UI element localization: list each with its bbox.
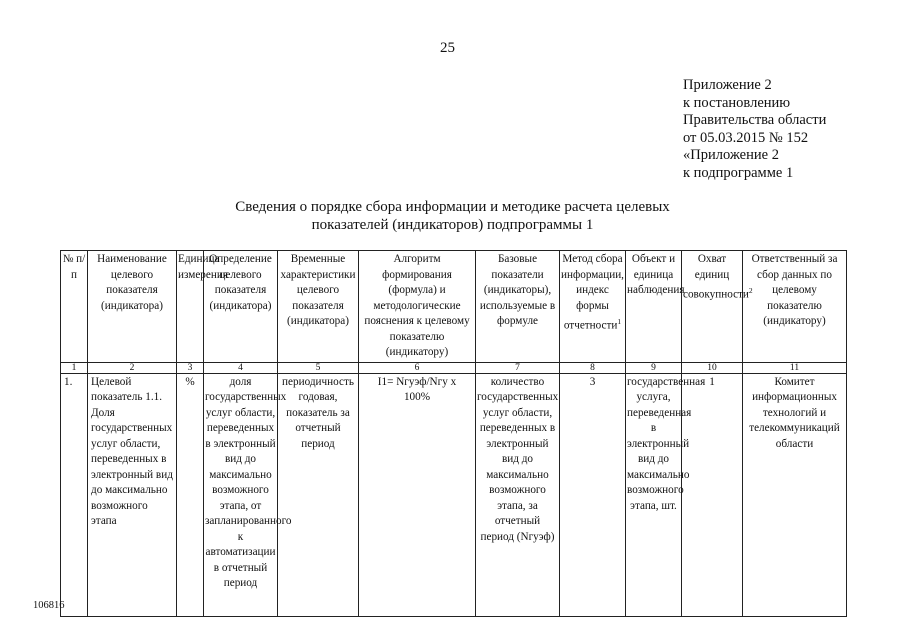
column-number: 11: [743, 362, 847, 373]
header-cell: Базовые показатели (индикаторы), используемые в формуле: [476, 251, 560, 363]
header-cell: Единица измерения: [177, 251, 204, 363]
title-line: показателей (индикаторов) подпрограммы 1: [311, 217, 594, 233]
column-number: 6: [359, 362, 476, 373]
column-number: 10: [682, 362, 743, 373]
table-row: [61, 373, 847, 616]
method-cell: 3: [560, 373, 626, 616]
appendix-line: к постановлению: [683, 94, 791, 111]
definition-cell: доля государственных услуг области, переведенных в электронный вид до максимально возможного этапа, от запланированного к автоматизации в отчетный период: [204, 373, 278, 616]
indicator-name: Целевой показатель 1.1. Доля государственных услуг области, переведенных в электронный вид до максимально возможного этапа: [88, 373, 177, 616]
header-cell: Алгоритм формирования (формула) и методологические пояснения к целевому показателю (индикатору): [359, 251, 476, 363]
header-cell: Объект и единица наблюдения: [626, 251, 682, 363]
header-row: [61, 251, 847, 363]
column-number: 3: [177, 362, 204, 373]
formula-rest: 100%: [403, 391, 431, 403]
coverage-cell: 1: [682, 373, 743, 616]
formula-cell: [359, 373, 476, 616]
indicators-table: [60, 250, 847, 617]
header-cell: № п/п: [61, 251, 88, 363]
column-number: 4: [204, 362, 278, 373]
column-number: 7: [476, 362, 560, 373]
appendix-line: Правительства области: [683, 112, 827, 128]
column-number: 2: [88, 362, 177, 373]
footnote-mark: 2: [748, 286, 753, 295]
header-cell: Ответственный за сбор данных по целевому показателю (индикатору): [743, 251, 847, 363]
header-text: Метод сбора информации, индекс формы отчетности: [561, 253, 624, 332]
column-number: 1: [61, 362, 88, 373]
header-cell: [560, 251, 626, 363]
unit-cell: %: [177, 373, 204, 616]
column-number: 8: [560, 362, 626, 373]
column-number: 9: [626, 362, 682, 373]
appendix-line: к подпрограмме 1: [683, 164, 794, 181]
footnote-mark: 1: [617, 317, 622, 326]
base-indicators-cell: количество государственных услуг области, переведенных в электронный вид до максимально возможного этапа, за отчетный период (Nгуэф): [476, 373, 560, 616]
header-cell: Определение целевого показателя (индикатора): [204, 251, 278, 363]
header-cell: Наименование целевого показателя (индикатора): [88, 251, 177, 363]
page-number: 25: [440, 40, 455, 56]
document-title: [150, 198, 755, 234]
appendix-line: от 05.03.2015 № 152: [683, 129, 809, 146]
header-cell: [682, 251, 753, 363]
row-number: 1.: [61, 373, 88, 616]
column-number-row: [61, 362, 847, 373]
responsible-cell: Комитет информационных технологий и телекоммуникаций области: [743, 373, 847, 616]
header-text: Охват единиц совокупности: [683, 253, 749, 301]
formula-main: I1= Nгуэф/Nгу х: [377, 375, 457, 388]
appendix-block: [683, 77, 826, 182]
column-number: 5: [278, 362, 359, 373]
header-cell: Временные характеристики целевого показателя (индикатора): [278, 251, 359, 363]
object-cell: государственная услуга, переведенная в электронный вид до максимально возможного этапа, шт.: [626, 373, 682, 616]
appendix-line: Приложение 2: [683, 77, 772, 93]
appendix-line: «Приложение 2: [683, 147, 779, 163]
title-line: Сведения о порядке сбора информации и методике расчета целевых: [235, 199, 670, 215]
footer-code: 106816: [33, 600, 65, 611]
time-cell: периодичность годовая, показатель за отчетный период: [278, 373, 359, 616]
